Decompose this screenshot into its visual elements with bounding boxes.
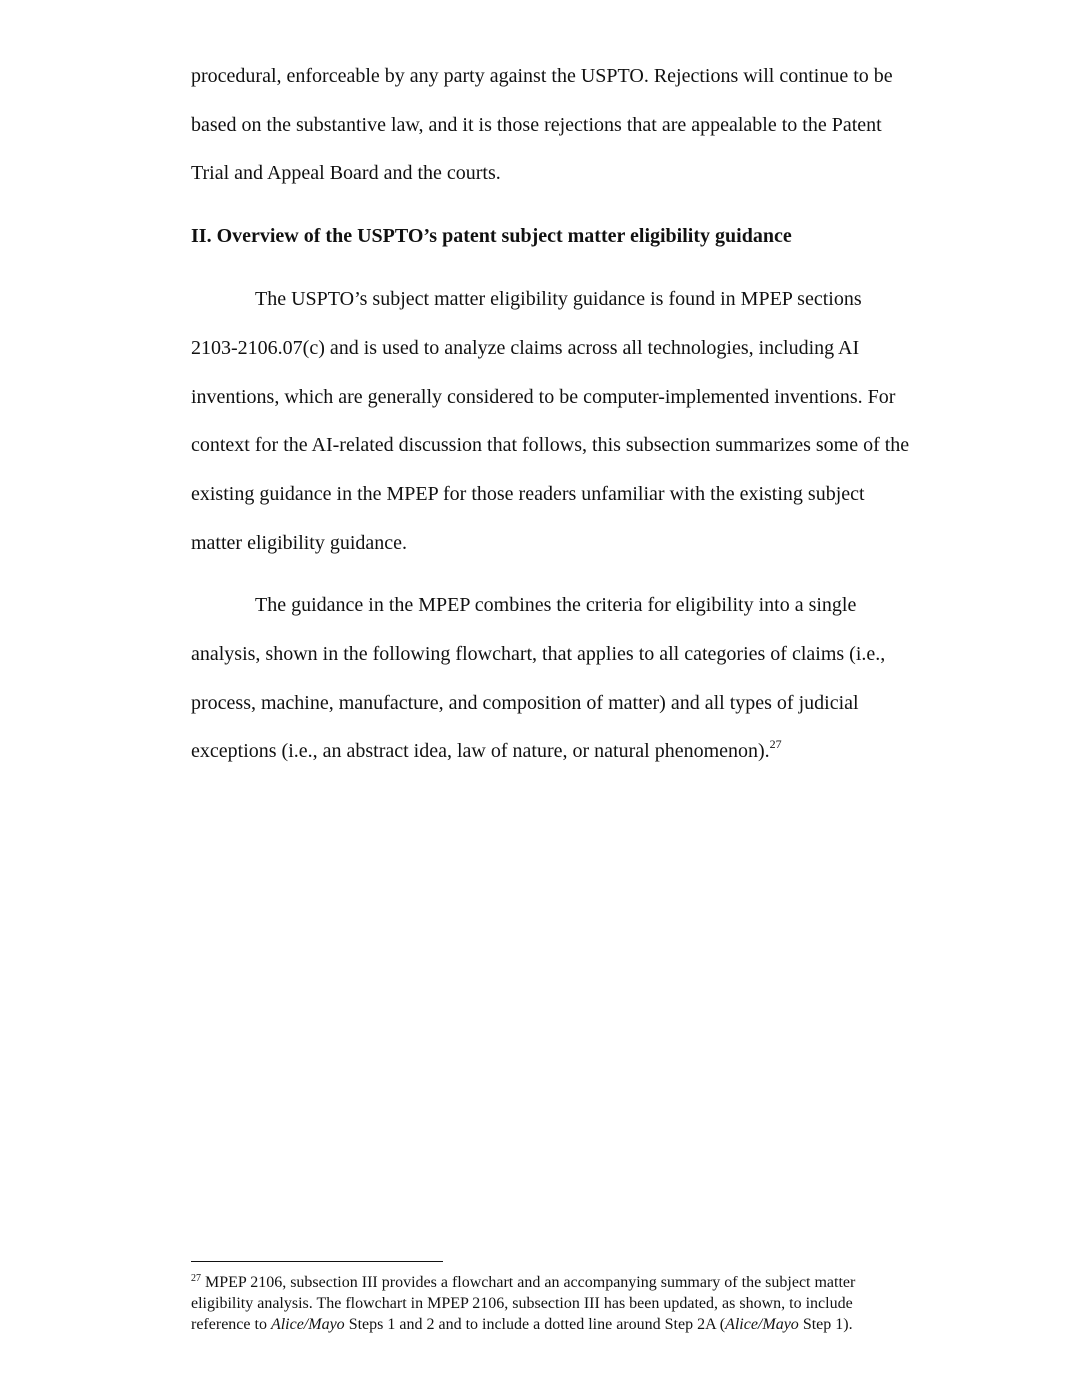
paragraph1-line-2: 2103-2106.07(c) and is used to analyze claims across all technologies, including AI [191, 337, 860, 359]
footnote-case-name-1: Alice/Mayo [270, 1316, 345, 1333]
paragraph1-line-1: The USPTO’s subject matter eligibility guidance is found in MPEP sections [255, 288, 862, 310]
footnote-case-name-2: Alice/Mayo [725, 1316, 799, 1333]
paragraph2-line-3: process, machine, manufacture, and composition of matter) and all types of judicial [191, 692, 859, 714]
section-heading: II. Overview of the USPTO’s patent subject matter eligibility guidance [191, 225, 792, 247]
paragraph2-line-4-text: exceptions (i.e., an abstract idea, law of nature, or natural phenomenon). [191, 740, 770, 762]
footnote-number: 27 [191, 1273, 201, 1284]
footnote-line-2: eligibility analysis. The flowchart in MPEP 2106, subsection III has been updated, as shown, to include [191, 1295, 853, 1312]
paragraph1-line-5: existing guidance in the MPEP for those readers unfamiliar with the existing subject [191, 483, 865, 505]
footnote-line-3-part-e: Step 1). [798, 1316, 853, 1333]
footnote-line-3 [191, 1315, 853, 1335]
paragraph1-line-3: inventions, which are generally considered to be computer-implemented inventions. For [191, 386, 896, 408]
paragraph2-line-4 [191, 739, 782, 763]
intro-line-3: Trial and Appeal Board and the courts. [191, 162, 501, 184]
footnote-line-3-part-c: Steps 1 and 2 and to include a dotted line around Step 2A ( [344, 1316, 726, 1333]
paragraph1-line-6: matter eligibility guidance. [191, 532, 408, 554]
intro-line-1: procedural, enforceable by any party against the USPTO. Rejections will continue to be [191, 65, 893, 87]
footnote-line-1-text: MPEP 2106, subsection III provides a flowchart and an accompanying summary of the subject matter [205, 1274, 856, 1291]
footnote-line-3-part-a: reference to [191, 1316, 271, 1333]
footnote-reference[interactable]: 27 [769, 737, 782, 751]
intro-line-2: based on the substantive law, and it is those rejections that are appealable to the Patent [191, 114, 882, 136]
footnote-line-1 [191, 1273, 855, 1293]
paragraph2-line-2: analysis, shown in the following flowchart, that applies to all categories of claims (i.e., [191, 643, 886, 665]
footnote-separator [191, 1261, 443, 1262]
paragraph2-line-1: The guidance in the MPEP combines the criteria for eligibility into a single [255, 594, 857, 616]
paragraph1-line-4: context for the AI-related discussion that follows, this subsection summarizes some of the [191, 434, 910, 456]
